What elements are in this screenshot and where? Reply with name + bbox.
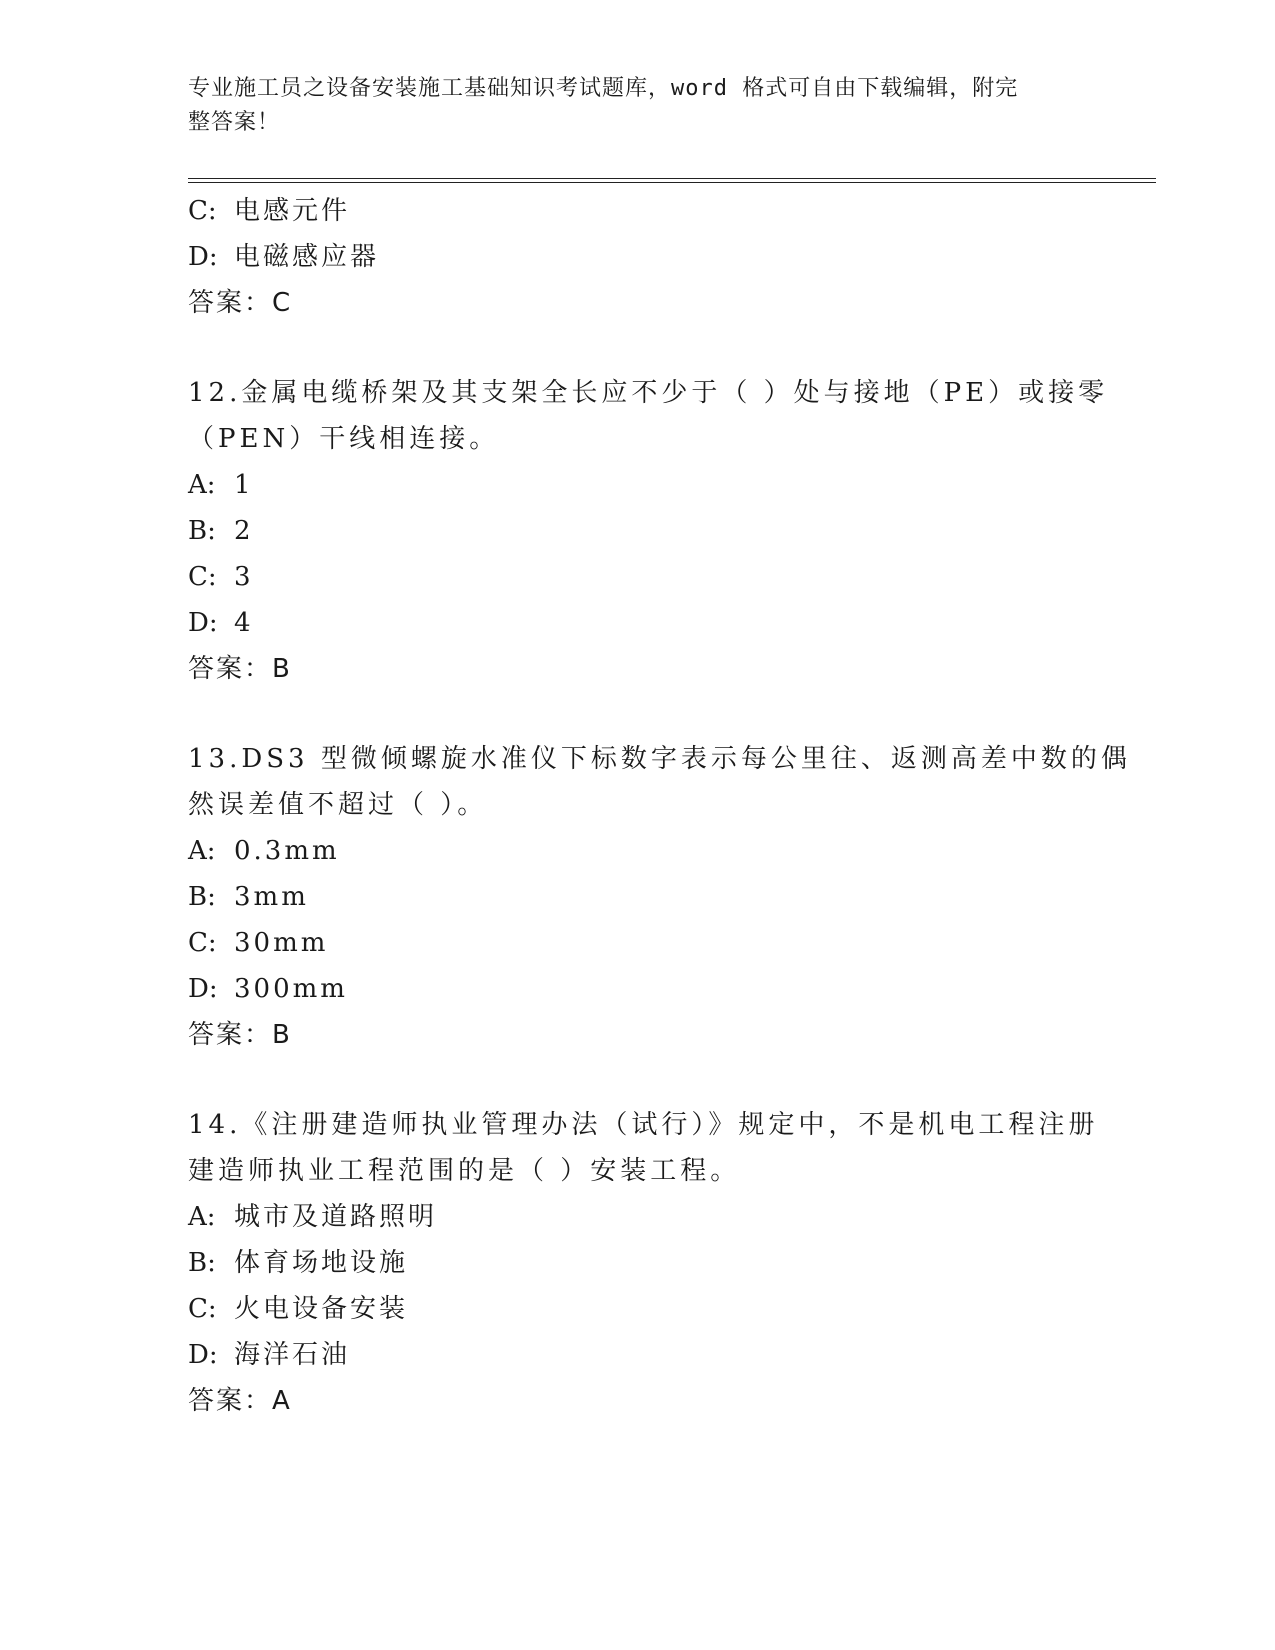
question-12: [188, 370, 1109, 692]
option-b: [188, 874, 1088, 920]
option-b: [188, 508, 1088, 554]
option-letter: D:: [188, 974, 218, 1004]
option-letter: A:: [188, 1202, 216, 1232]
option-a: [188, 828, 1088, 874]
page-header: [188, 72, 1078, 140]
option-d: [188, 600, 1088, 646]
option-d: [188, 234, 1088, 280]
option-letter: A:: [188, 470, 216, 500]
question-11-fragment: [188, 188, 1088, 326]
option-c: [188, 1286, 1088, 1332]
option-text: 3: [234, 562, 254, 592]
spacer: [188, 1058, 1088, 1102]
option-text: 电磁感应器: [234, 242, 380, 272]
option-letter: B:: [188, 882, 216, 912]
spacer: [188, 692, 1088, 736]
answer-line: 答案：A: [188, 1386, 292, 1416]
option-text: 海洋石油: [234, 1340, 351, 1370]
option-text: 火电设备安装: [234, 1294, 409, 1324]
option-text: 0.3mm: [234, 836, 340, 866]
question-13: [188, 736, 1131, 1058]
question-stem: 13.DS3 型微倾螺旋水准仪下标数字表示每公里往、返测高差中数的偶: [188, 744, 1131, 774]
option-text: 300mm: [234, 974, 348, 1004]
answer-line: 答案：B: [188, 1020, 292, 1050]
option-d: [188, 966, 1088, 1012]
header-line-2: 整答案！: [188, 110, 281, 135]
option-c: [188, 920, 1088, 966]
document-body: [188, 188, 1131, 1424]
question-stem: 然误差值不超过（ ）。: [188, 790, 488, 820]
option-text: 3mm: [234, 882, 309, 912]
option-letter: B:: [188, 516, 216, 546]
question-stem: 12.金属电缆桥架及其支架全长应不少于（ ）处与接地（PE）或接零: [188, 378, 1109, 408]
option-letter: D:: [188, 242, 218, 272]
header-line-1: 专业施工员之设备安装施工基础知识考试题库，word 格式可自由下载编辑，附完: [188, 76, 1019, 101]
option-text: 体育场地设施: [234, 1248, 409, 1278]
option-text: 电感元件: [234, 196, 351, 226]
question-stem: （PEN）干线相连接。: [188, 424, 500, 454]
answer-line: 答案：B: [188, 654, 292, 684]
option-letter: C:: [188, 1294, 217, 1324]
spacer: [188, 326, 1088, 370]
question-stem: 建造师执业工程范围的是（ ）安装工程。: [188, 1156, 741, 1186]
header-divider: [188, 178, 1156, 183]
option-a: [188, 1194, 1088, 1240]
option-letter: B:: [188, 1248, 216, 1278]
option-letter: A:: [188, 836, 216, 866]
option-letter: D:: [188, 1340, 218, 1370]
option-c: [188, 188, 1088, 234]
option-letter: C:: [188, 562, 217, 592]
option-text: 30mm: [234, 928, 329, 958]
question-stem: 14.《注册建造师执业管理办法（试行）》规定中，不是机电工程注册: [188, 1110, 1099, 1140]
option-text: 城市及道路照明: [234, 1202, 438, 1232]
option-b: [188, 1240, 1088, 1286]
option-c: [188, 554, 1088, 600]
option-text: 2: [234, 516, 254, 546]
option-text: 4: [234, 608, 254, 638]
option-d: [188, 1332, 1088, 1378]
option-letter: D:: [188, 608, 218, 638]
answer-line: 答案：C: [188, 288, 293, 318]
question-14: [188, 1102, 1099, 1424]
option-letter: C:: [188, 196, 217, 226]
option-a: [188, 462, 1088, 508]
option-letter: C:: [188, 928, 217, 958]
option-text: 1: [234, 470, 254, 500]
